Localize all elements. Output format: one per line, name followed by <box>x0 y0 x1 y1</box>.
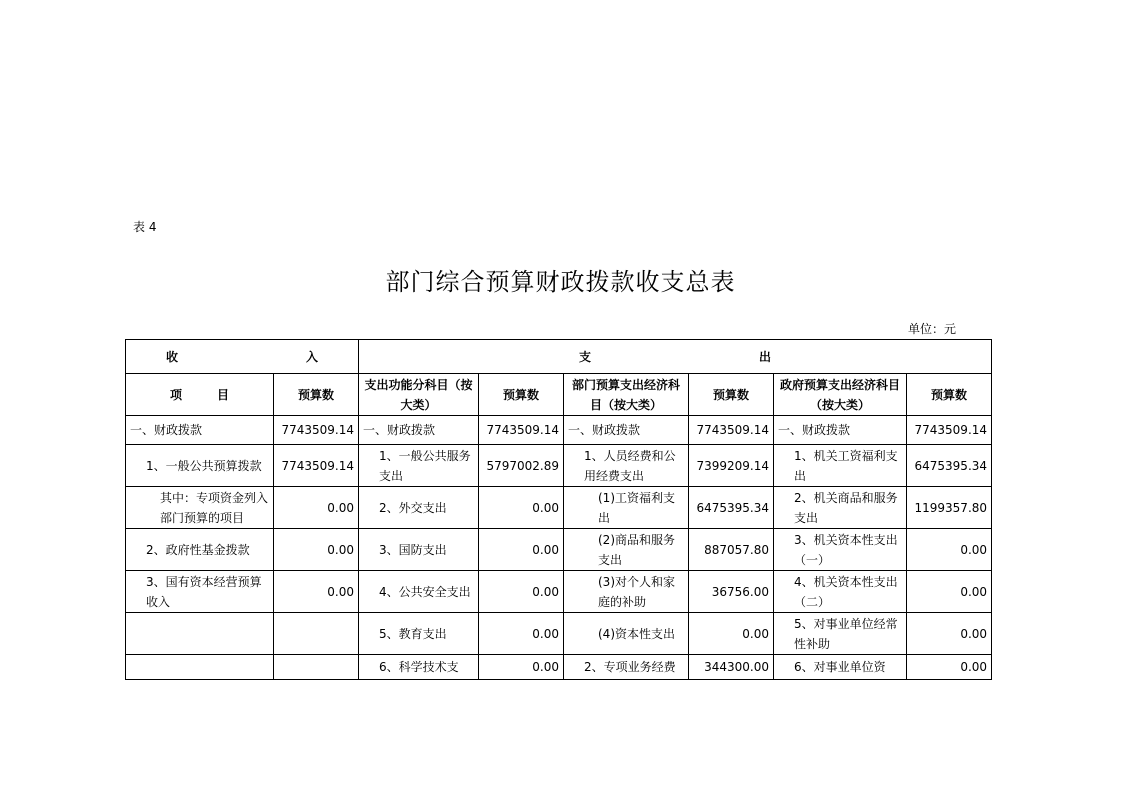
budget-header: 预算数 <box>907 374 992 416</box>
table-row <box>126 445 992 487</box>
func-item: 3、国防支出 <box>359 529 479 571</box>
gov-item: 6、对事业单位资 <box>774 655 907 680</box>
func-item: 2、外交支出 <box>359 487 479 529</box>
income-amount: 7743509.14 <box>274 416 359 445</box>
func-amount: 0.00 <box>479 571 564 613</box>
page-title: 部门综合预算财政拨款收支总表 <box>385 268 736 296</box>
budget-table <box>125 339 992 680</box>
item-char-2: 目 <box>216 387 229 402</box>
table-row <box>126 613 992 655</box>
dept-amount: 344300.00 <box>689 655 774 680</box>
func-amount: 5797002.89 <box>479 445 564 487</box>
income-group-header <box>126 340 359 374</box>
income-item: 2、政府性基金拨款 <box>126 529 274 571</box>
func-item: 5、教育支出 <box>359 613 479 655</box>
dept-amount: 7399209.14 <box>689 445 774 487</box>
gov-amount: 0.00 <box>907 529 992 571</box>
expense-char-2: 出 <box>759 349 772 364</box>
func-amount: 0.00 <box>479 613 564 655</box>
dept-amount: 6475395.34 <box>689 487 774 529</box>
gov-amount: 7743509.14 <box>907 416 992 445</box>
income-char-1: 收 <box>166 349 179 364</box>
item-header <box>126 374 274 416</box>
func-item: 1、一般公共服务支出 <box>359 445 479 487</box>
income-amount: 0.00 <box>274 571 359 613</box>
dept-item: 1、人员经费和公用经费支出 <box>564 445 689 487</box>
gov-amount: 1199357.80 <box>907 487 992 529</box>
gov-item: 2、机关商品和服务支出 <box>774 487 907 529</box>
func-amount: 0.00 <box>479 529 564 571</box>
dept-item: (4)资本性支出 <box>564 613 689 655</box>
dept-econ-header: 部门预算支出经济科目（按大类） <box>564 374 689 416</box>
income-amount <box>274 613 359 655</box>
dept-amount: 36756.00 <box>689 571 774 613</box>
budget-header: 预算数 <box>274 374 359 416</box>
gov-item: 3、机关资本性支出（一） <box>774 529 907 571</box>
income-item <box>126 655 274 680</box>
table-row <box>126 571 992 613</box>
income-item: 1、一般公共预算拨款 <box>126 445 274 487</box>
gov-econ-header: 政府预算支出经济科目（按大类） <box>774 374 907 416</box>
table-row <box>126 529 992 571</box>
gov-item: 5、对事业单位经常性补助 <box>774 613 907 655</box>
dept-item: 一、财政拨款 <box>564 416 689 445</box>
func-amount: 0.00 <box>479 487 564 529</box>
func-amount: 7743509.14 <box>479 416 564 445</box>
income-amount: 7743509.14 <box>274 445 359 487</box>
column-header-row <box>126 374 992 416</box>
dept-amount: 887057.80 <box>689 529 774 571</box>
dept-item: (3)对个人和家庭的补助 <box>564 571 689 613</box>
dept-item: (1)工资福利支出 <box>564 487 689 529</box>
gov-amount: 0.00 <box>907 613 992 655</box>
gov-item: 1、机关工资福利支出 <box>774 445 907 487</box>
group-header-row <box>126 340 992 374</box>
income-amount: 0.00 <box>274 529 359 571</box>
table-row <box>126 487 992 529</box>
gov-amount: 0.00 <box>907 571 992 613</box>
func-item: 4、公共安全支出 <box>359 571 479 613</box>
income-amount <box>274 655 359 680</box>
table-row <box>126 655 992 680</box>
budget-header: 预算数 <box>479 374 564 416</box>
expense-group-header <box>359 340 992 374</box>
dept-item: 2、专项业务经费 <box>564 655 689 680</box>
item-char-1: 项 <box>170 387 183 402</box>
gov-item: 4、机关资本性支出（二） <box>774 571 907 613</box>
income-item <box>126 613 274 655</box>
income-char-2: 入 <box>305 349 318 364</box>
func-amount: 0.00 <box>479 655 564 680</box>
income-item: 其中：专项资金列入部门预算的项目 <box>126 487 274 529</box>
dept-amount: 7743509.14 <box>689 416 774 445</box>
unit-label: 单位：元 <box>908 322 957 336</box>
func-class-header: 支出功能分科目（按大类） <box>359 374 479 416</box>
gov-item: 一、财政拨款 <box>774 416 907 445</box>
func-item: 一、财政拨款 <box>359 416 479 445</box>
table-row <box>126 416 992 445</box>
income-item: 一、财政拨款 <box>126 416 274 445</box>
dept-item: (2)商品和服务支出 <box>564 529 689 571</box>
expense-char-1: 支 <box>579 349 592 364</box>
income-amount: 0.00 <box>274 487 359 529</box>
income-item: 3、国有资本经营预算收入 <box>126 571 274 613</box>
func-item: 6、科学技术支 <box>359 655 479 680</box>
table-number: 表 4 <box>133 220 157 234</box>
gov-amount: 6475395.34 <box>907 445 992 487</box>
dept-amount: 0.00 <box>689 613 774 655</box>
budget-header: 预算数 <box>689 374 774 416</box>
gov-amount: 0.00 <box>907 655 992 680</box>
